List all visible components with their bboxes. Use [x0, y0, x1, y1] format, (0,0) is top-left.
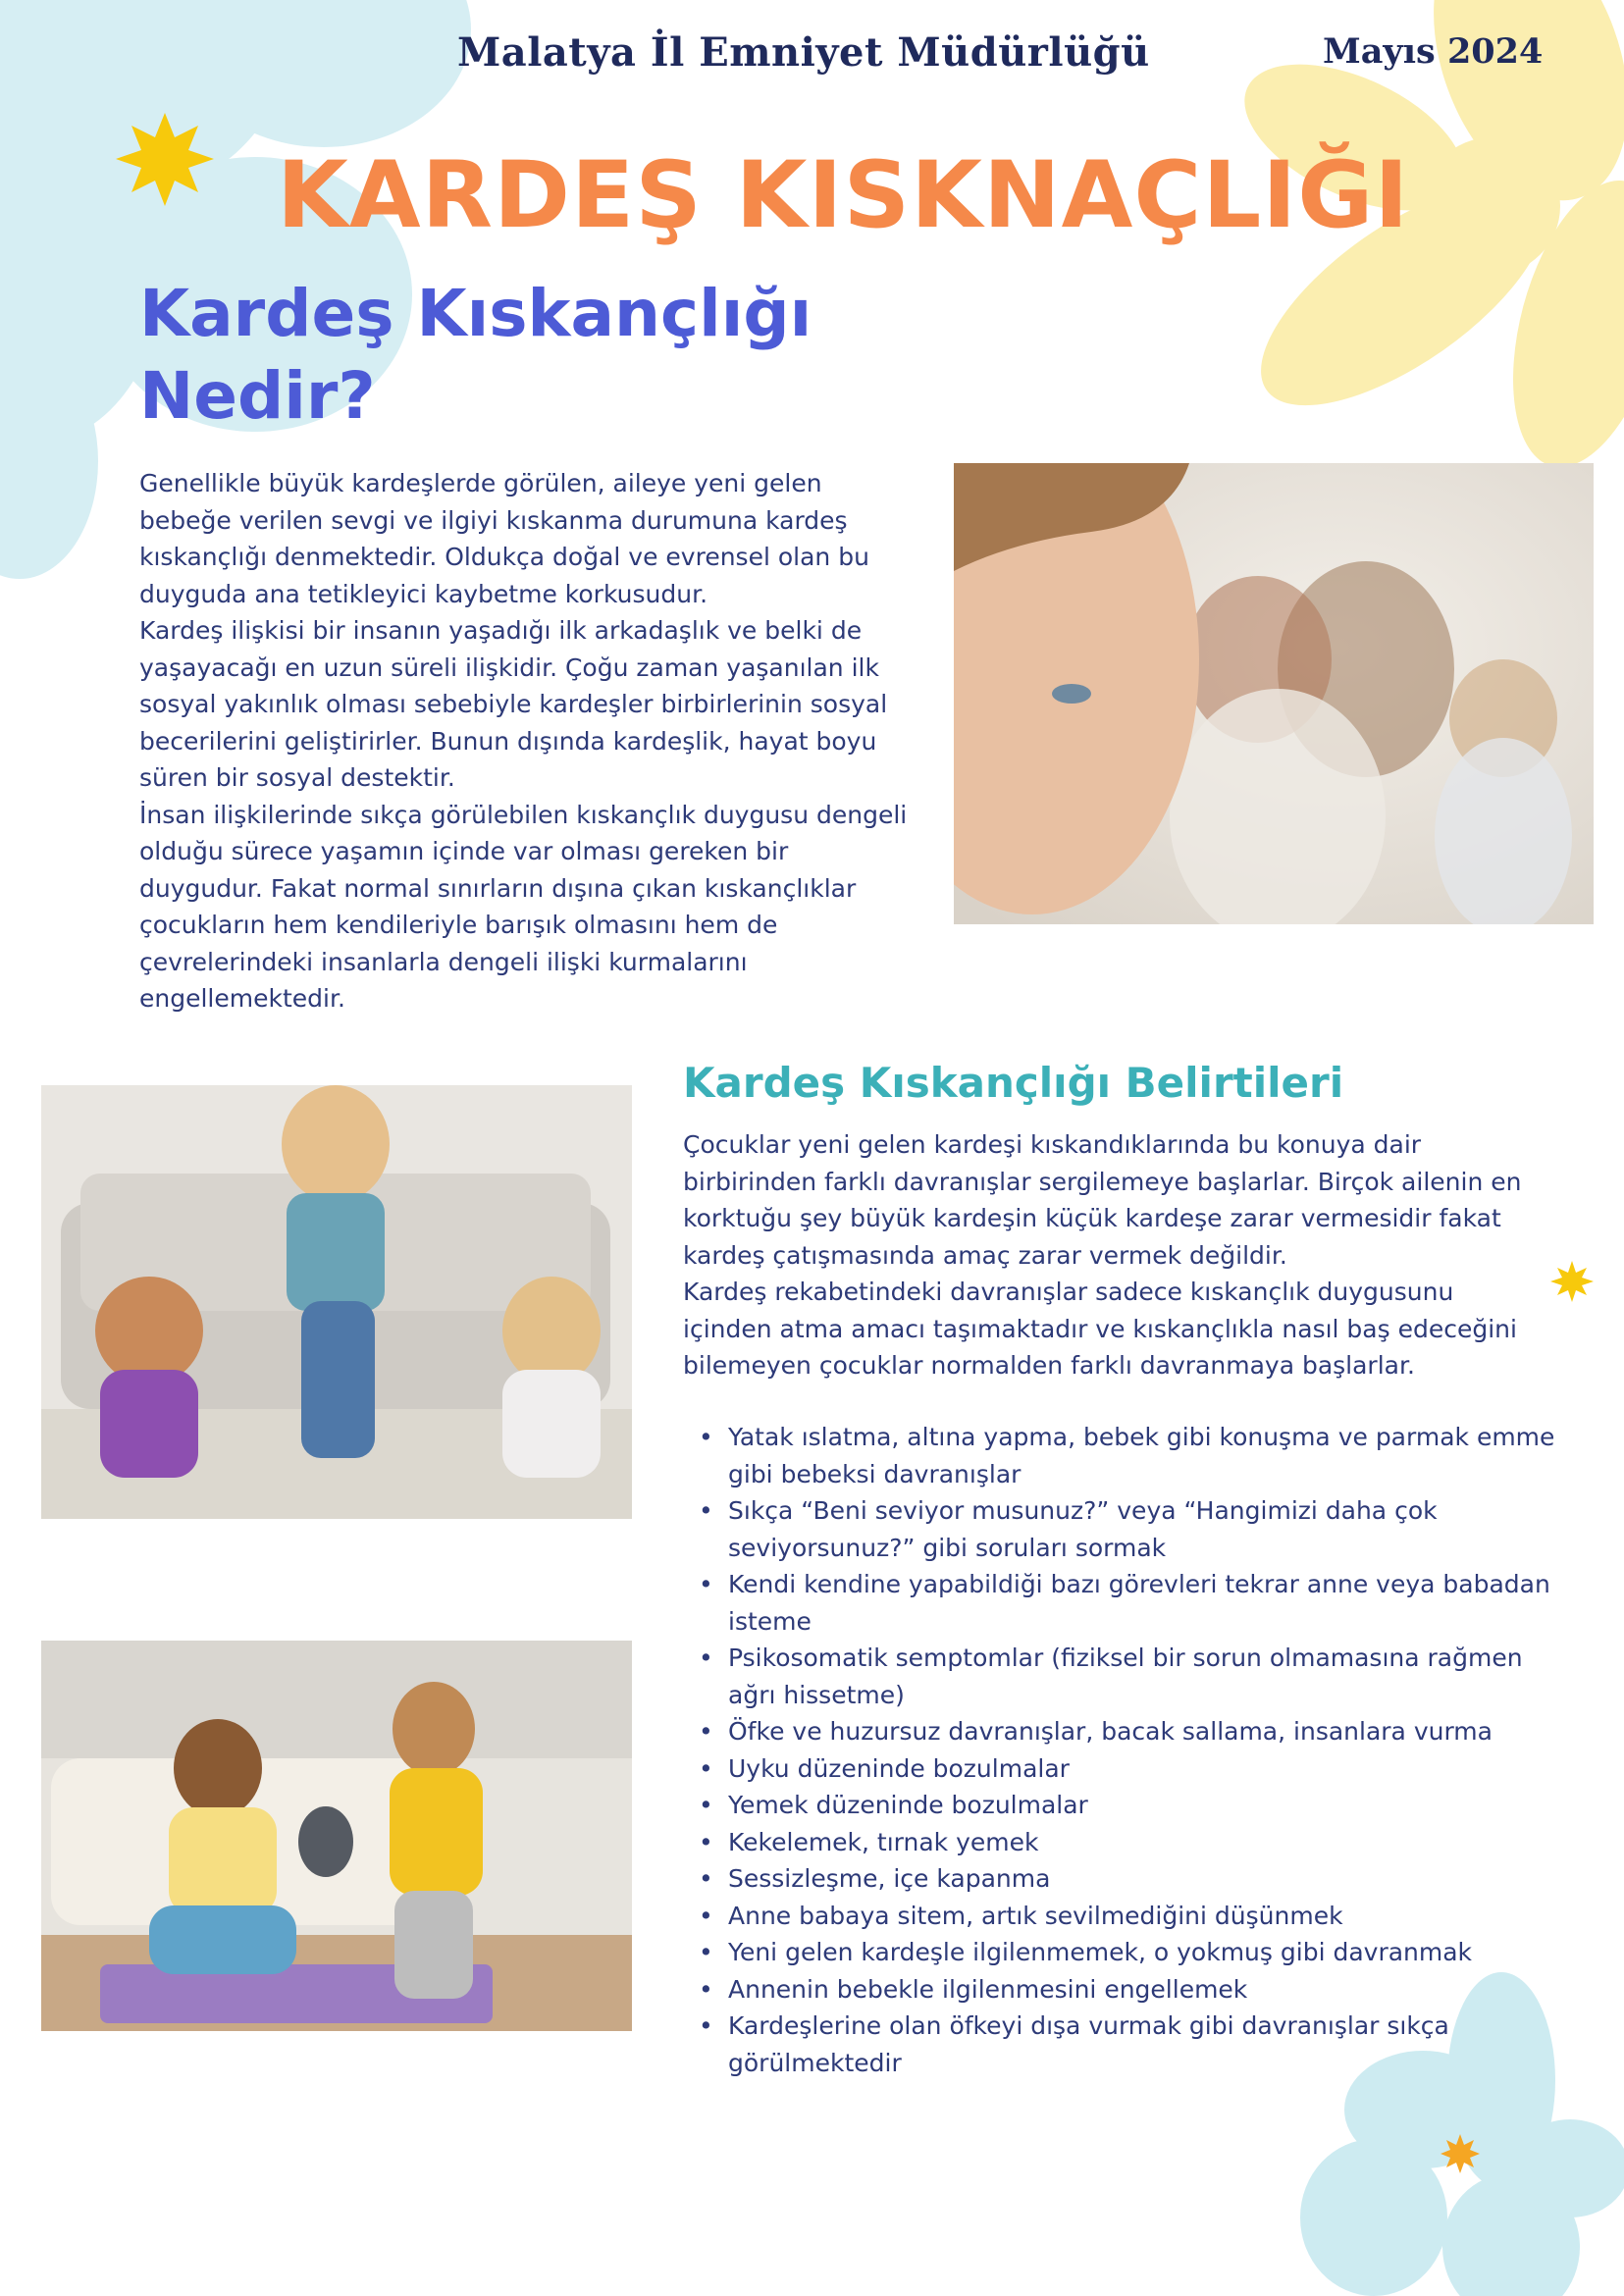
page-title: KARDEŞ KISKNAÇLIĞI: [277, 142, 1410, 249]
list-item: • Yeni gelen kardeşle ilgilenmemek, o yokmuş gibi davranmak: [728, 1934, 1572, 1971]
list-item: • Kekelemek, tırnak yemek: [728, 1824, 1572, 1861]
symptoms-intro: [683, 1126, 1546, 1384]
intro-text: [139, 465, 915, 1018]
section-heading-what-is: Kardeş Kıskançlığı Nedir?: [139, 276, 812, 434]
intro-paragraph: Kardeş ilişkisi bir insanın yaşadığı ilk arkadaşlık ve belki de yaşayacağı en uzun süreli ilişkidir. Çoğu zaman yaşanılan ilk sosyal yakınlık olması sebebiyle kardeşler birbirlerinin sosyal becerilerini geliştirirler. Bunun dışında kardeşlik, hayat boyu süren bir sosyal destektir.: [139, 616, 888, 792]
list-item: • Kardeşlerine olan öfkeyi dışa vurmak gibi davranışlar sıkça görülmektedir: [728, 2008, 1572, 2081]
list-item: • Anne babaya sitem, artık sevilmediğini düşünmek: [728, 1898, 1572, 1935]
issue-date: Mayıs 2024: [1323, 31, 1544, 72]
organization-name: Malatya İl Emniyet Müdürlüğü: [457, 29, 1150, 76]
symptoms-paragraph: Çocuklar yeni gelen kardeşi kıskandıklarında bu konuya dair birbirinden farklı davranışlar sergilemeye başlarlar. Birçok ailenin en korktuğu şey büyük kardeşin küçük kardeşe zarar vermesidir fakat kardeş çatışmasında amaç zarar vermek değildir.: [683, 1130, 1522, 1270]
symptoms-paragraph: Kardeş rekabetindeki davranışlar sadece kıskançlık duygusunu içinden atma amacı taşımaktadır ve kıskançlıkla nasıl baş edeceğini bilemeyen çocuklar normalden farklı davranmaya başlarlar.: [683, 1278, 1517, 1380]
photo-mother-with-children: [41, 1085, 632, 1519]
symptom-list: [683, 1419, 1572, 2081]
list-item: • Sessizleşme, içe kapanma: [728, 1860, 1572, 1898]
star-icon: [1441, 2134, 1480, 2173]
intro-paragraph: İnsan ilişkilerinde sıkça görülebilen kıskançlık duygusu dengeli olduğu sürece yaşamın içinde var olması gereken bir duygudur. Fakat normal sınırların dışına çıkan kıskançlıklar çocukların hem kendileriyle barışık olmasını hem de çevrelerindeki insanlarla dengeli ilişki kurmalarını engellemektedir.: [139, 800, 908, 1013]
star-icon: [1550, 1261, 1594, 1302]
list-item: • Yatak ıslatma, altına yapma, bebek gibi konuşma ve parmak emme gibi bebeksi davranışlar: [728, 1419, 1572, 1492]
list-item: • Annenin bebekle ilgilenmesini engellemek: [728, 1971, 1572, 2009]
list-item: • Sıkça “Beni seviyor musunuz?” veya “Hangimizi daha çok seviyorsunuz?” gibi soruları sormak: [728, 1492, 1572, 1566]
section-heading-symptoms: Kardeş Kıskançlığı Belirtileri: [683, 1059, 1344, 1107]
list-item: • Öfke ve huzursuz davranışlar, bacak sallama, insanlara vurma: [728, 1713, 1572, 1750]
list-item: • Psikosomatik semptomlar (fiziksel bir sorun olmamasına rağmen ağrı hissetme): [728, 1640, 1572, 1713]
intro-paragraph: Genellikle büyük kardeşlerde görülen, aileye yeni gelen bebeğe verilen sevgi ve ilgiyi kıskanma durumuna kardeş kıskançlığı denmektedir. Oldukça doğal ve evrensel olan bu duyguda ana tetikleyici kaybetme korkusudur.: [139, 469, 869, 608]
photo-sad-boy: [954, 463, 1594, 924]
list-item: • Uyku düzeninde bozulmalar: [728, 1750, 1572, 1788]
photo-children-fighting-over-toy: [41, 1641, 632, 2031]
list-item: • Yemek düzeninde bozulmalar: [728, 1787, 1572, 1824]
list-item: • Kendi kendine yapabildiği bazı görevleri tekrar anne veya babadan isteme: [728, 1566, 1572, 1640]
